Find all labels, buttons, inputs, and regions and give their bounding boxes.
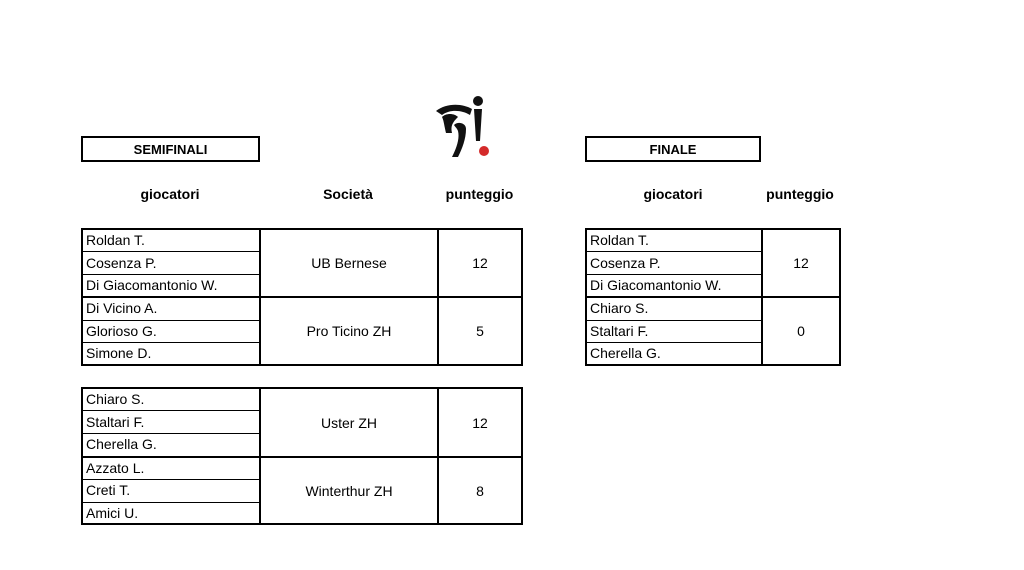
player-name: Creti T. bbox=[86, 482, 131, 498]
semifinal-title-label: SEMIFINALI bbox=[133, 141, 208, 157]
final-header-score: punteggio bbox=[766, 186, 834, 202]
player-name: Staltari F. bbox=[86, 414, 145, 430]
final-match bbox=[585, 228, 841, 366]
player-name: Di Giacomantonio W. bbox=[86, 277, 218, 293]
player-name: Chiaro S. bbox=[590, 300, 649, 316]
player-name: Roldan T. bbox=[590, 232, 649, 248]
player-name: Amici U. bbox=[86, 505, 139, 521]
semifinal-header-players: giocatori bbox=[140, 186, 200, 202]
semifinal-header-club: Società bbox=[323, 186, 373, 202]
bocce-player-icon bbox=[432, 95, 496, 159]
player-name: Staltari F. bbox=[590, 323, 649, 339]
team-score: 5 bbox=[476, 323, 484, 339]
team-score: 12 bbox=[793, 255, 809, 271]
player-name: Simone D. bbox=[86, 345, 152, 361]
club-name: Pro Ticino ZH bbox=[306, 323, 392, 339]
semifinal-title bbox=[81, 136, 260, 162]
club-name: Uster ZH bbox=[321, 414, 377, 431]
final-header-players: giocatori bbox=[643, 186, 703, 202]
player-name: Cosenza P. bbox=[590, 255, 661, 271]
team-score: 8 bbox=[476, 482, 484, 499]
player-name: Cherella G. bbox=[86, 436, 157, 452]
player-name: Cosenza P. bbox=[86, 255, 157, 271]
bocce-ball-icon bbox=[479, 146, 489, 156]
team-score: 0 bbox=[797, 323, 805, 339]
final-title-label: FINALE bbox=[649, 141, 697, 157]
semifinal-match-2 bbox=[81, 387, 523, 525]
final-title bbox=[585, 136, 761, 162]
semifinal-header-score: punteggio bbox=[445, 186, 514, 202]
player-name: Di Giacomantonio W. bbox=[590, 277, 722, 293]
team-score: 12 bbox=[472, 255, 488, 271]
player-name: Cherella G. bbox=[590, 345, 661, 361]
club-name: UB Bernese bbox=[311, 255, 387, 271]
team-score: 12 bbox=[472, 414, 488, 431]
player-name: Glorioso G. bbox=[86, 323, 157, 339]
semifinal-match-1 bbox=[81, 228, 523, 366]
player-name: Di Vicino A. bbox=[86, 300, 158, 316]
player-name: Azzato L. bbox=[86, 460, 145, 476]
player-name: Chiaro S. bbox=[86, 391, 145, 407]
club-name: Winterthur ZH bbox=[305, 482, 393, 499]
player-name: Roldan T. bbox=[86, 232, 145, 248]
